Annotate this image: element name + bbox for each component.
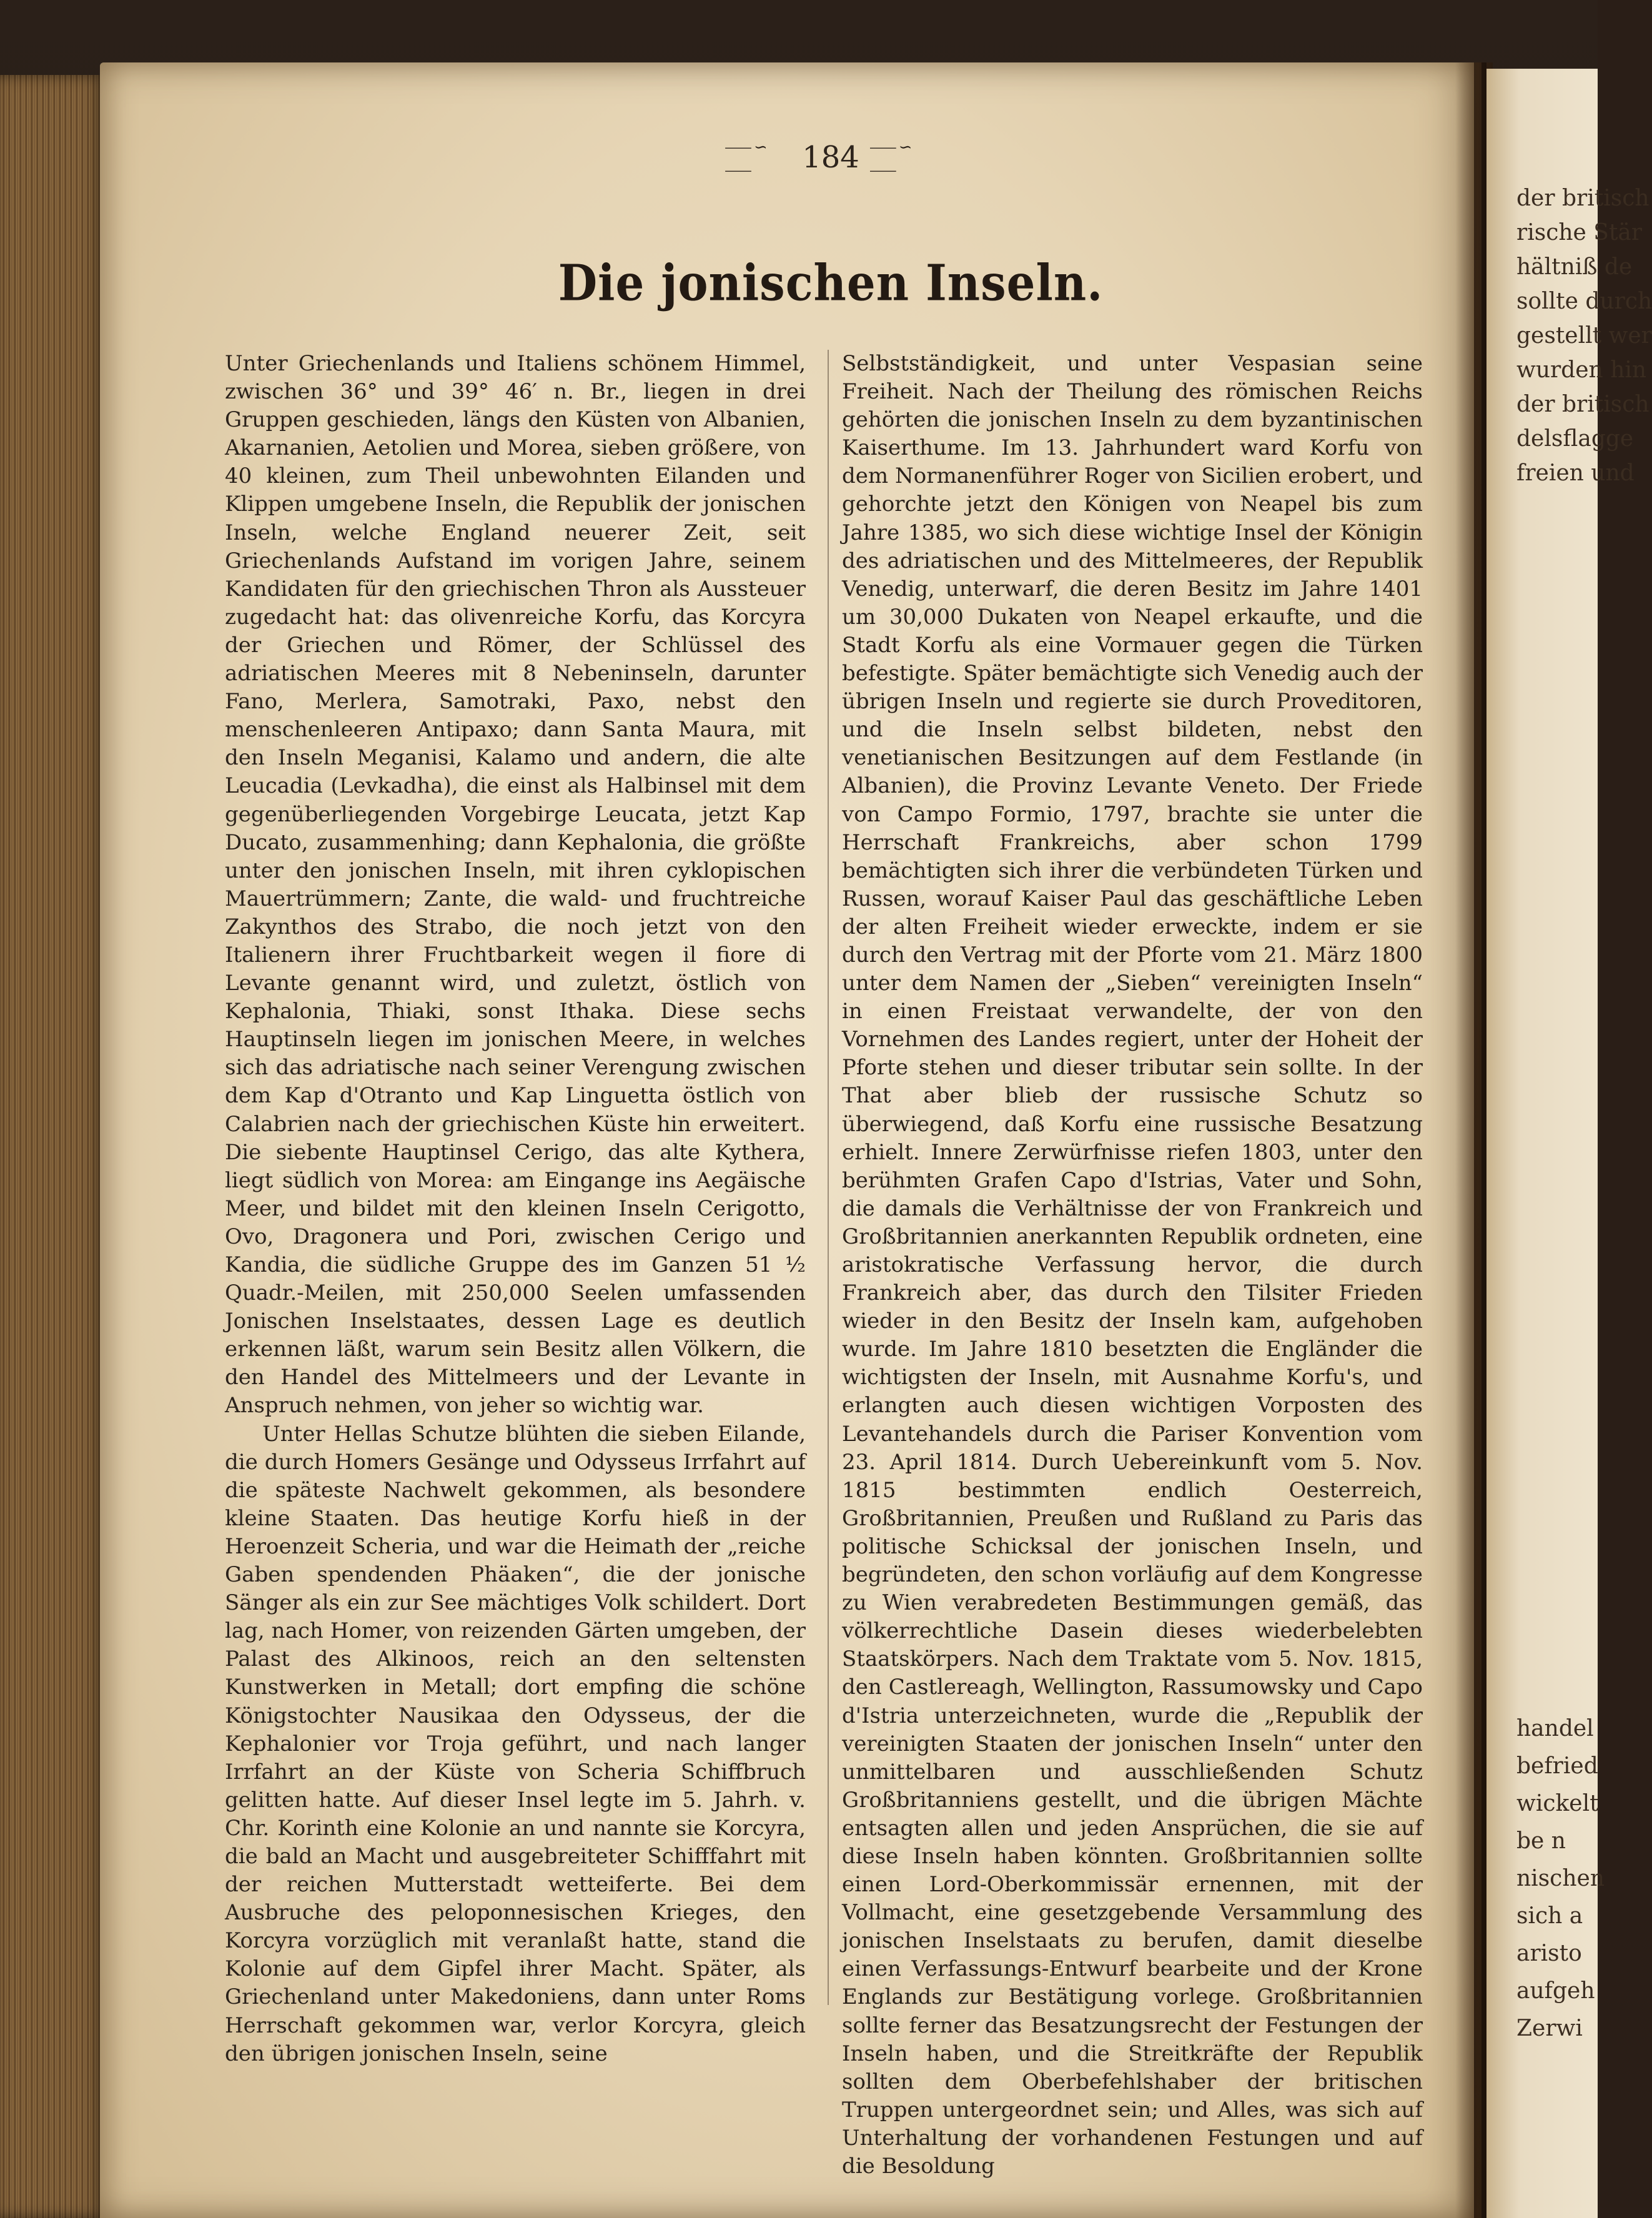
facing-page-fragment: nischen [1516, 1866, 1605, 1891]
facing-page-fragment: befried [1516, 1753, 1598, 1779]
paragraph: Unter Griechenlands und Italiens schönem Himmel, zwischen 36° und 39° 46′ n. Br., liegen in drei Gruppen geschieden, längs den Küsten von Albanien, Akarnanien, Aetolien und Morea, sieben größere, von 40 kleinen, zum Theil unbewohnten Eilanden und Klippen umgebene Inseln, die Republik der jonischen Inseln, welche England neuerer Zeit, seit Griechenlands Aufstand im vorigen Jahre, seinem Kandidaten für den griechischen Thron als Aussteuer zugedacht hat: das olivenreiche Korfu, das Korcyra der Griechen und Römer, der Schlüssel des adriatischen Meeres mit 8 Nebeninseln, darunter Fano, Merlera, Samotraki, Paxo, nebst den menschenleeren Antipaxo; dann Santa Maura, mit den Inseln Meganisi, Kalamo und andern, die alte Leucadia (Levkadha), die einst als Halbinsel mit dem gegenüberliegenden Vorgebirge Leucata, jetzt Kap Ducato, zusammenhing; dann Kephalonia, die größte unter den jonischen Inseln, mit ihren cyklopischen Mauertrümmern; Zante, die wald- und fruchtreiche Zakynthos des Strabo, die noch jetzt von den Italienern ihrer Fruchtbarkeit wegen il fiore di Levante genannt wird, und zuletzt, östlich von Kephalonia, Thiaki, sonst Ithaka. Diese sechs Hauptinseln liegen im jonischen Meere, in welches sich das adriatische nach seiner Verengung zwischen dem Kap d'Otranto und Kap Linguetta östlich von Calabrien nach der griechischen Küste hin erweitert. Die siebente Hauptinsel Cerigo, das alte Kythera, liegt südlich von Morea: am Eingange ins Aegäische Meer, und bildet mit den kleinen Inseln Cerigotto, Ovo, Dragonera und Pori, zwischen Cerigo und Kandia, die südliche Gruppe des im Ganzen 51 ½ Quadr.-Meilen, mit 250,000 Seelen umfassenden Jonischen Inselstaates, dessen Lage es deutlich erkennen läßt, warum sein Besitz allen Völkern, die den Handel des Mittelmeers und der Levante in Anspruch nehmen, von jeher so wichtig war. [225, 351, 806, 1418]
facing-page-fragment: wurden hin [1516, 357, 1647, 383]
paragraph: Unter Hellas Schutze blühten die sieben Eilande, die durch Homers Gesänge und Odysseus Irrfahrt auf die späteste Nachwelt gekommen, als besondere kleine Staaten. Das heutige Korfu hieß in der Heroenzeit Scheria, und war die Heimath der „reiche Gaben spendenden Phäaken“, die der jonische Sänger als ein zur See mächtiges Volk schildert. Dort lag, nach Homer, von reizenden Gärten umgeben, der Palast des Alkinoos, reich an den seltensten Kunstwerken in Metall; dort empfing die schöne Königstochter Nausikaa den Odysseus, der die Kephalonier vor Troja geführt, und nach langer Irrfahrt an der Küste von Scheria Schiffbruch gelitten hatte. Auf dieser Insel legte im 5. Jahrh. v. Chr. Korinth eine Kolonie an und nannte sie Korcyra, die bald an Macht und ausgebreiteter Schifffahrt mit der reichen Mutterstadt wetteiferte. Bei dem Ausbruche des peloponnesischen Krieges, den Korcyra vorzüglich mit veranlaßt hatte, stand die Kolonie auf dem Gipfel ihrer Macht. Später, als Griechenland unter Makedoniens, dann unter Roms Herrschaft gekommen war, verlor Korcyra, gleich den übrigen jonischen Inseln, seine [225, 1421, 806, 2066]
page-header [725, 138, 937, 180]
paragraph: Selbstständigkeit, und unter Vespasian seine Freiheit. Nach der Theilung des römischen Reichs gehörten die jonischen Inseln zu dem byzantinischen Kaiserthume. Im 13. Jahrhundert ward Korfu von dem Normanenführer Roger von Sicilien erobert, und gehorchte jetzt den Königen von Neapel bis zum Jahre 1385, wo sich diese wichtige Insel der Königin des adriatischen und des Mittelmeeres, der Republik Venedig, unterwarf, die deren Besitz im Jahre 1401 um 30,000 Dukaten von Neapel erkaufte, und die Stadt Korfu als eine Vormauer gegen die Türken befestigte. Später bemächtigte sich Venedig auch der übrigen Inseln und regierte sie durch Proveditoren, und die Inseln selbst bildeten, nebst den venetianischen Besitzungen auf dem Festlande (in Albanien), die Provinz Levante Veneto. Der Friede von Campo Formio, 1797, brachte sie unter die Herrschaft Frankreichs, aber schon 1799 bemächtigten sich ihrer die verbündeten Türken und Russen, worauf Kaiser Paul das geschäftliche Leben der alten Freiheit wieder erweckte, indem er sie durch den Vertrag mit der Pforte vom 21. März 1800 unter dem Namen der „Sieben“ vereinigten Inseln“ in einen Freistaat verwandelte, der von den Vornehmen des Landes regiert, unter der Hoheit der Pforte stehen und dieser tributar sein sollte. In der That aber blieb der russische Schutz so überwiegend, daß Korfu eine russische Besatzung erhielt. Innere Zerwürfnisse riefen 1803, unter den berühmten Grafen Capo d'Istrias, Vater und Sohn, die damals die Verhältnisse der von Frankreich und Großbritannien anerkannten Republik ordneten, eine aristokratische Verfassung hervor, die durch Frankreich aber, das durch den Tilsiter Frieden wieder in den Besitz der Inseln kam, aufgehoben wurde. Im Jahre 1810 besetzten die Engländer die wichtigsten der Inseln, mit Ausnahme Korfu's, und erlangten auch diesen wichtigen Vorposten des Levantehandels durch die Pariser Konvention vom 23. April 1814. Durch Uebereinkunft vom 5. Nov. 1815 bestimmten endlich Oesterreich, Großbritannien, Preußen und Rußland zu Paris das politische Schicksal der jonischen Inseln, und begründeten, den schon vorläufig auf dem Kongresse zu Wien verabredeten Bestimmungen gemäß, das völkerrechtliche Dasein dieses wiederbelebten Staatskörpers. Nach dem Traktate vom 5. Nov. 1815, den Castlereagh, Wellington, Rassumowsky und Capo d'Istria unterzeichneten, wurde die „Republik der vereinigten Staaten der jonischen Inseln“ unter den unmittelbaren und ausschließenden Schutz Großbritanniens gestellt, und die übrigen Mächte entsagten allen und jeden Ansprüchen, die sie auf diese Inseln haben könnten. Großbritannien sollte einen Lord-Oberkommissär ernennen, mit der Vollmacht, eine gesetzgebende Versammlung des jonischen Inselstaats zu berufen, damit dieselbe einen Verfassungs-Entwurf bearbeite und der Krone Englands zur Bestätigung vorlege. Großbritannien sollte ferner das Besatzungsrecht der Festungen der Inseln haben, und die Streitkräfte der Republik sollten dem Oberbefehlshaber der britischen Truppen untergeordnet sein; und Alles, was sich auf Unterhaltung der vorhandenen Festungen und auf die Besoldung [842, 351, 1423, 2179]
facing-page-fragment: be n [1516, 1828, 1566, 1854]
facing-page-fragment: delsflagge [1516, 426, 1634, 452]
ornament-left: ⸺∽⸺ [725, 138, 769, 180]
facing-page-fragment: sich a [1516, 1903, 1583, 1929]
facing-page-fragment: gestellt wer [1516, 323, 1652, 349]
facing-page-fragment: wickelt [1516, 1791, 1599, 1816]
facing-page-fragment: der britisch [1516, 186, 1650, 211]
facing-page-fragment: freien und [1516, 460, 1635, 486]
facing-page-fragment: Zerwi [1516, 2016, 1583, 2041]
article-title: Die jonischen Inseln. [558, 253, 1104, 312]
left-column [225, 350, 806, 2068]
facing-page-fragment: der britisch [1516, 392, 1650, 417]
facing-page-fragment: hältniß de [1516, 254, 1633, 280]
facing-page-fragment: handel [1516, 1716, 1594, 1741]
right-column [842, 350, 1423, 2181]
facing-page-fragment: sollte durch [1516, 289, 1652, 314]
page-number: 184 [802, 140, 859, 175]
book-page-edges [0, 75, 106, 2218]
binding-fold [1481, 62, 1486, 2218]
facing-page-fragment: aufgeh [1516, 1978, 1595, 2004]
ornament-right: ⸺∽⸺ [869, 138, 914, 180]
facing-page-fragment: rische Stär [1516, 220, 1643, 245]
facing-page [1486, 69, 1652, 2218]
column-divider [828, 350, 829, 2005]
facing-page-fragment: aristo [1516, 1941, 1582, 1966]
